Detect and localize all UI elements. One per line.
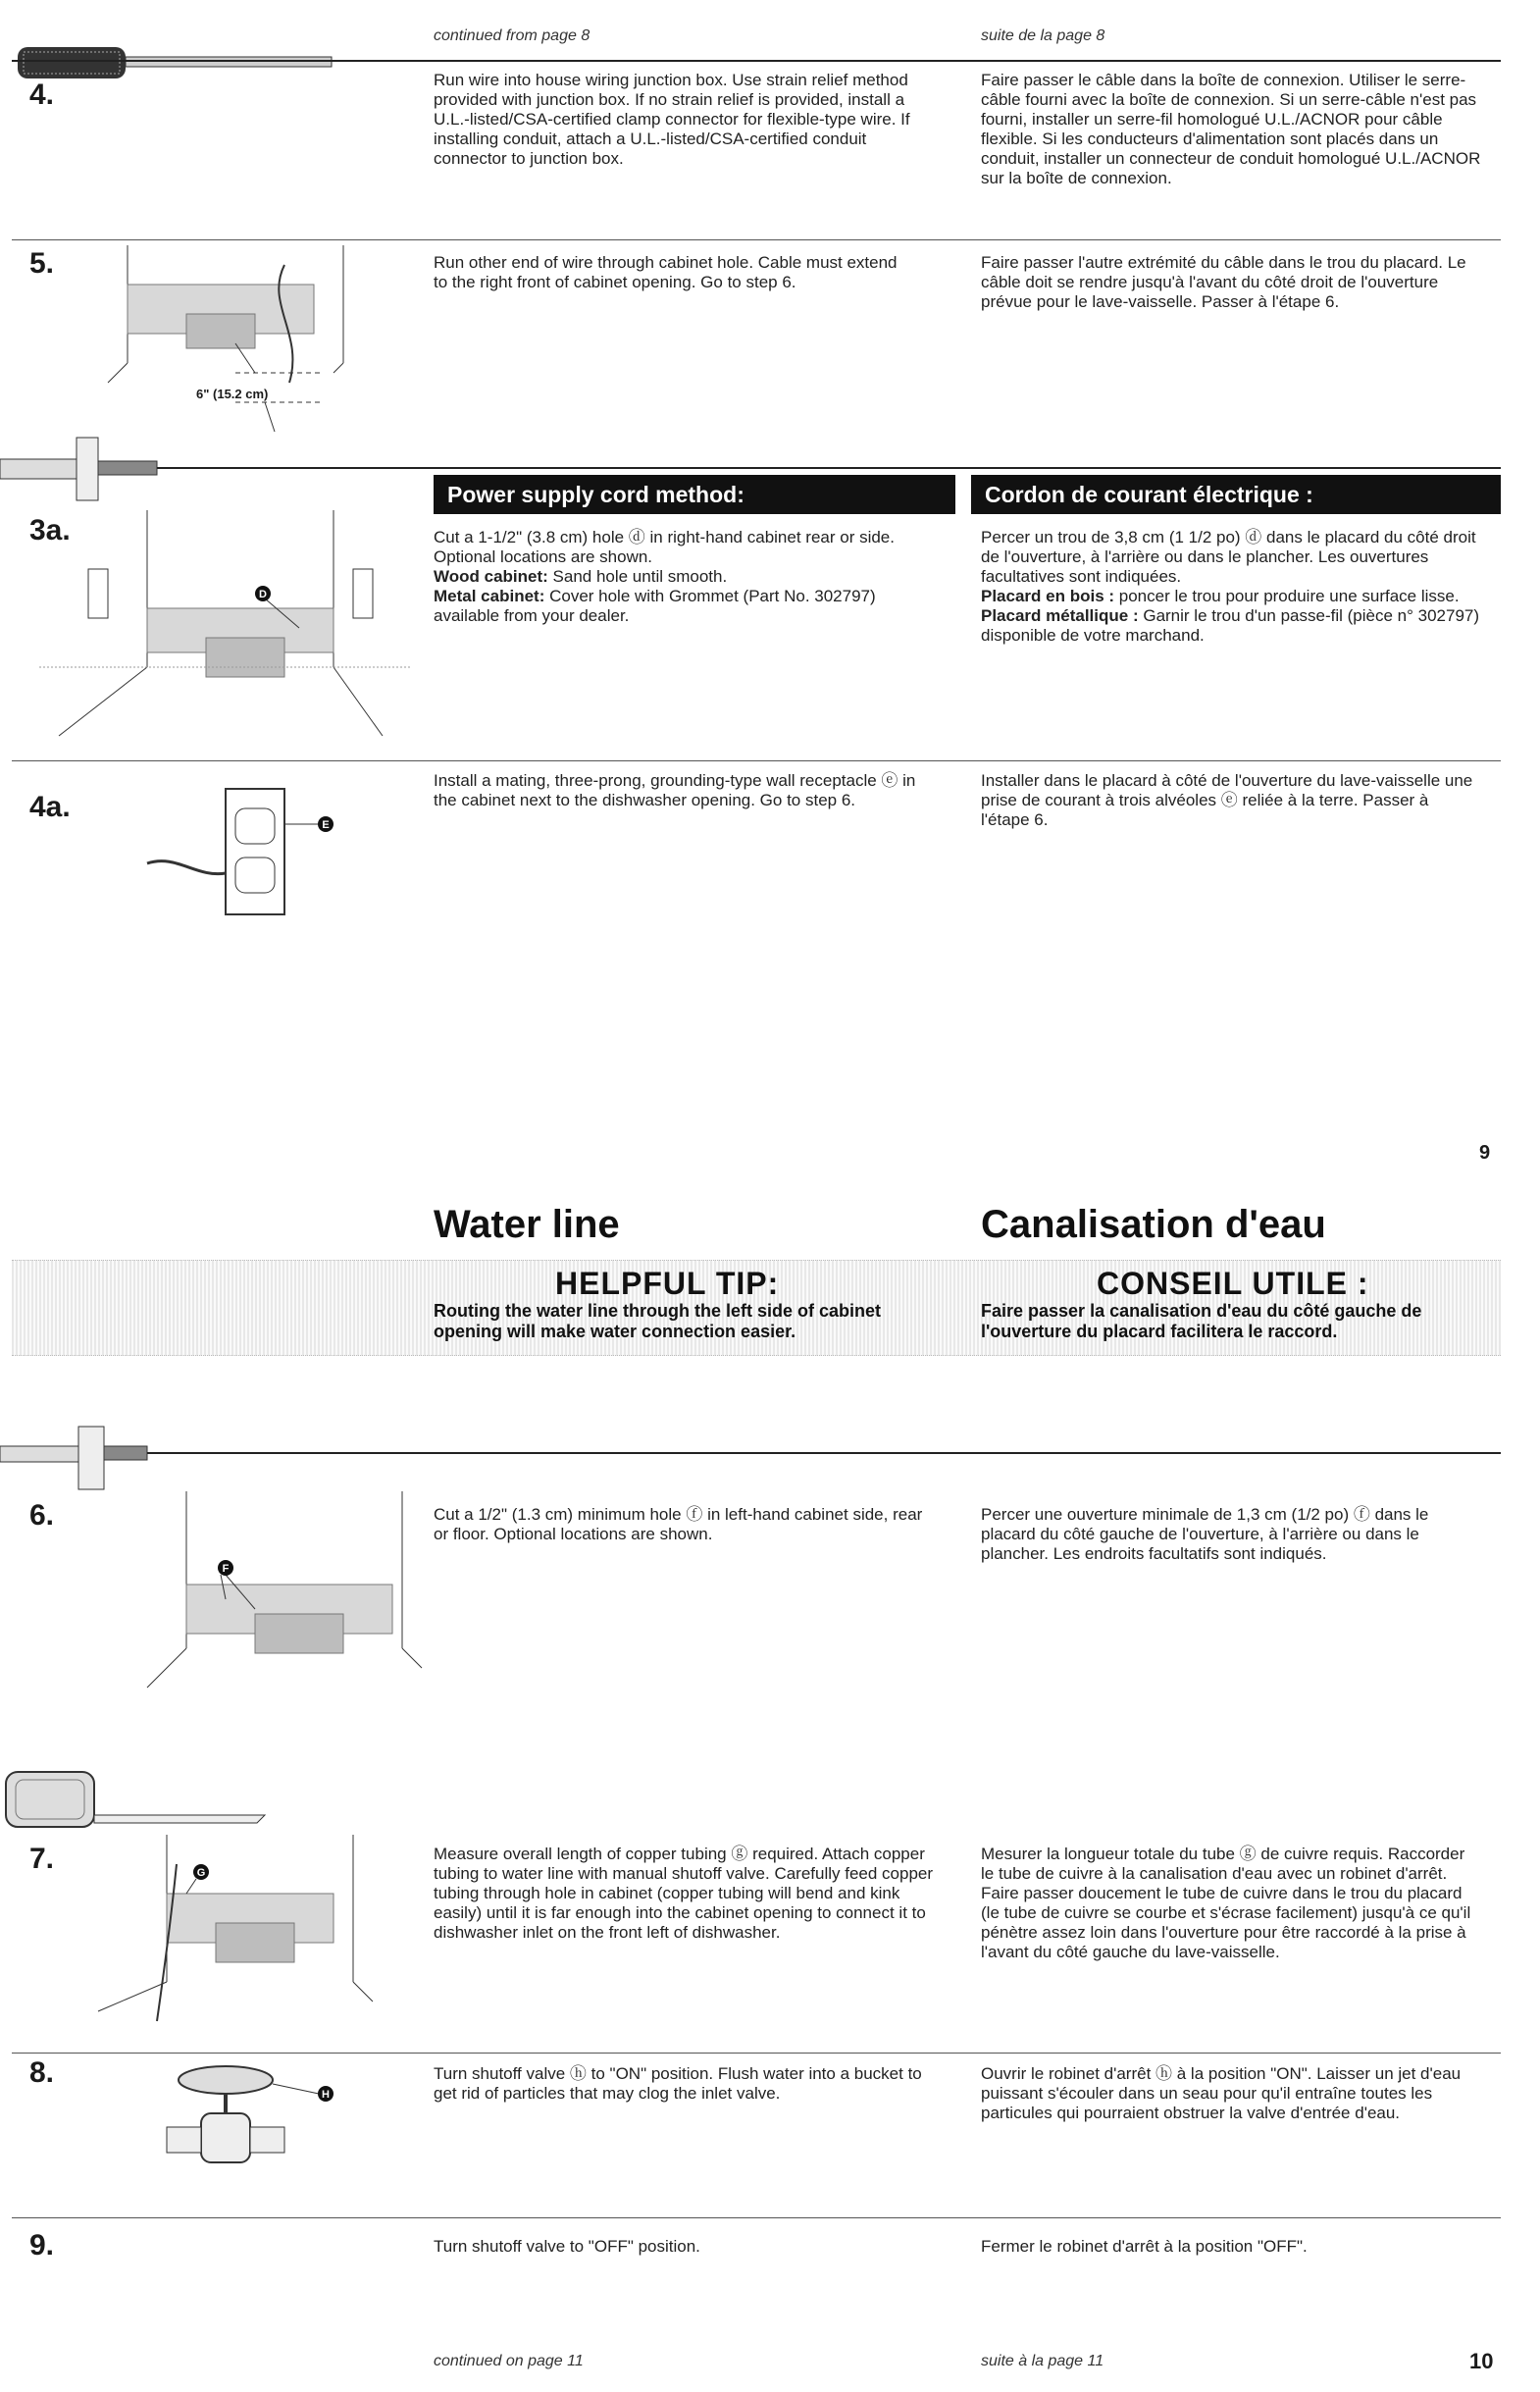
- metal-text-en: Cover hole with Grommet (Part No. 302797) available from your dealer.: [434, 587, 876, 625]
- screwdriver-icon: [14, 24, 337, 82]
- callout-d: D: [259, 589, 267, 600]
- step-8-number: 8.: [29, 2056, 55, 2089]
- wood-label-fr: Placard en bois :: [981, 587, 1115, 605]
- step-8-text-fr: Ouvrir le robinet d'arrêt ⓗ à la position "ON". Laisser un jet d'eau puissant s'écouler dans un seau pour qu'il entraîne toutes les particules qui pourraient obstruer la valve d'entrée d'eau.: [981, 2064, 1462, 2122]
- tubing-icon: [0, 1766, 275, 1835]
- step-3a-metal-en: [434, 587, 934, 626]
- helpful-tip-text-en: Routing the water line through the left side of cabinet opening will make water connection easier.: [434, 1301, 882, 1341]
- continued-on-en: continued on page 11: [434, 2353, 584, 2369]
- step-5-text-fr: Faire passer l'autre extrémité du câble dans le trou du placard. Le câble doit se rendre jusqu'à l'avant du côté droit de l'ouverture prévue pour le lave-vaisselle. Passer à l'étape 6.: [981, 253, 1466, 311]
- step-9-number: 9.: [29, 2229, 55, 2262]
- step-3a-intro-fr: Percer un trou de 3,8 cm (1 1/2 po) ⓓ dans le placard du côté droit de l'ouverture, à l'arrière ou dans le plancher. Les ouvertures facultatives sont indiquées.: [981, 528, 1476, 586]
- continued-on-fr: suite à la page 11: [981, 2353, 1104, 2369]
- metal-label-fr: Placard métallique :: [981, 606, 1139, 625]
- drill-icon: [0, 1419, 1501, 1497]
- copper-tubing-illustration: [78, 1835, 373, 2031]
- step-6-text-fr: Percer une ouverture minimale de 1,3 cm (1/2 po) ⓕ dans le placard du côté gauche de l'ouverture, à l'arrière ou dans le plancher. Les endroits facultatifs sont indiqués.: [981, 1505, 1429, 1563]
- metal-text-fr: Garnir le trou d'un passe-fil (pièce n° 302797) disponible de votre marchand.: [981, 606, 1480, 645]
- divider: [12, 60, 1501, 62]
- cabinet-left-hole-illustration: [88, 1491, 441, 1697]
- helpful-tip-text-fr: Faire passer la canalisation d'eau du côté gauche de l'ouverture du placard facilitera le raccord.: [981, 1301, 1422, 1341]
- wood-text-fr: poncer le trou pour produire une surface lisse.: [1114, 587, 1460, 605]
- receptacle-illustration: [137, 785, 373, 922]
- step-4-text-en: Run wire into house wiring junction box. Use strain relief method provided with junction box. If no strain relief is provided, install a U.L.-listed/CSA-certified clamp connector for flexible-type wire. If installing conduit, attach a U.L.-listed/CSA-certified conduit connector to junction box.: [434, 71, 910, 168]
- page-9-number: 9: [1479, 1142, 1491, 1164]
- water-line-title-en: Water line: [434, 1203, 620, 1246]
- divider: [12, 2053, 1501, 2054]
- page-number: 10: [1469, 2349, 1494, 2373]
- step-3a-number: 3a.: [29, 514, 71, 546]
- power-cord-heading-fr: Cordon de courant électrique :: [971, 475, 1501, 514]
- callout-g: G: [196, 1867, 206, 1879]
- step-9-text-en: Turn shutoff valve to "OFF" position.: [434, 2237, 700, 2256]
- wood-label-en: Wood cabinet:: [434, 567, 548, 586]
- helpful-tip-heading-en: HELPFUL TIP:: [555, 1266, 780, 1301]
- cabinet-hole-illustration: [39, 510, 412, 736]
- measure-label: 6" (15.2 cm): [196, 387, 269, 401]
- continued-from-fr: suite de la page 8: [981, 27, 1105, 44]
- step-7-text-fr: Mesurer la longueur totale du tube ⓖ de cuivre requis. Raccorder le tube de cuivre à la canalisation d'eau avec un robinet d'arrêt. Faire passer doucement le tube de cuivre dans le trou du placard (le tube de cuivre se courbe et s'écrase facilement) jusqu'à ce qu'il pénètre assez loin dans l'ouverture pour être raccordé à la prise à l'avant du côté gauche du lave-vaisselle.: [981, 1845, 1471, 1961]
- step-8-text-en: Turn shutoff valve ⓗ to "ON" position. Flush water into a bucket to get rid of particles that may clog the inlet valve.: [434, 2064, 922, 2103]
- step-3a-metal-fr: [981, 606, 1481, 646]
- step-6-text-en: Cut a 1/2" (1.3 cm) minimum hole ⓕ in left-hand cabinet side, rear or floor. Optional locations are shown.: [434, 1505, 923, 1543]
- step-4-number: 4.: [29, 78, 55, 111]
- step-6-number: 6.: [29, 1499, 55, 1532]
- step-3a-intro-en: Cut a 1-1/2" (3.8 cm) hole ⓓ in right-hand cabinet rear or side. Optional locations are shown.: [434, 528, 895, 566]
- cabinet-wire-illustration: [88, 245, 383, 442]
- power-cord-heading-en: Power supply cord method:: [434, 475, 955, 514]
- divider: [12, 760, 1501, 761]
- step-5-text-en: Run other end of wire through cabinet hole. Cable must extend to the right front of cabinet opening. Go to step 6.: [434, 253, 898, 291]
- step-9-text-fr: Fermer le robinet d'arrêt à la position "OFF".: [981, 2237, 1308, 2256]
- metal-label-en: Metal cabinet:: [434, 587, 545, 605]
- step-7-text-en: Measure overall length of copper tubing ⓖ required. Attach copper tubing to water line with manual shutoff valve. Carefully feed copper tubing through hole in cabinet (copper tubing will bend and kink easily) until it is far enough into the cabinet opening to connect it to dishwasher inlet on the front left of dishwasher.: [434, 1845, 934, 1942]
- step-4a-number: 4a.: [29, 791, 71, 823]
- step-3a-text-fr: [981, 528, 1481, 646]
- shutoff-valve-illustration: [157, 2056, 353, 2184]
- step-3a-wood-fr: [981, 587, 1481, 606]
- step-7-number: 7.: [29, 1843, 55, 1875]
- callout-h: H: [322, 2089, 330, 2101]
- step-4a-text-en: Install a mating, three-prong, grounding-type wall receptacle ⓔ in the cabinet next to the dishwasher opening. Go to step 6.: [434, 771, 916, 809]
- step-5-number: 5.: [29, 247, 55, 280]
- callout-f: F: [222, 1563, 230, 1575]
- step-4a-text-fr: Installer dans le placard à côté de l'ouverture du lave-vaisselle une prise de courant à trois alvéoles ⓔ reliée à la terre. Passer à l'étape 6.: [981, 771, 1473, 829]
- water-line-title-fr: Canalisation d'eau: [981, 1203, 1326, 1246]
- step-3a-text-en: [434, 528, 934, 626]
- step-3a-wood-en: [434, 567, 934, 587]
- continued-from-en: continued from page 8: [434, 27, 590, 44]
- callout-e: E: [322, 819, 330, 831]
- helpful-tip-heading-fr: CONSEIL UTILE :: [1097, 1266, 1369, 1301]
- divider: [12, 239, 1501, 240]
- step-4-text-fr: Faire passer le câble dans la boîte de connexion. Utiliser le serre-câble fourni avec la boîte de connexion. Si un serre-câble n'est pas fourni, installer un serre-fil homologué U.L./ACNOR pour câble flexible. Si les conducteurs d'alimentation sont placés dans un conduit, installer un connecteur de conduit homologué U.L./ACNOR sur la boîte de connexion.: [981, 71, 1481, 187]
- wood-text-en: Sand hole until smooth.: [547, 567, 728, 586]
- divider: [12, 2217, 1501, 2218]
